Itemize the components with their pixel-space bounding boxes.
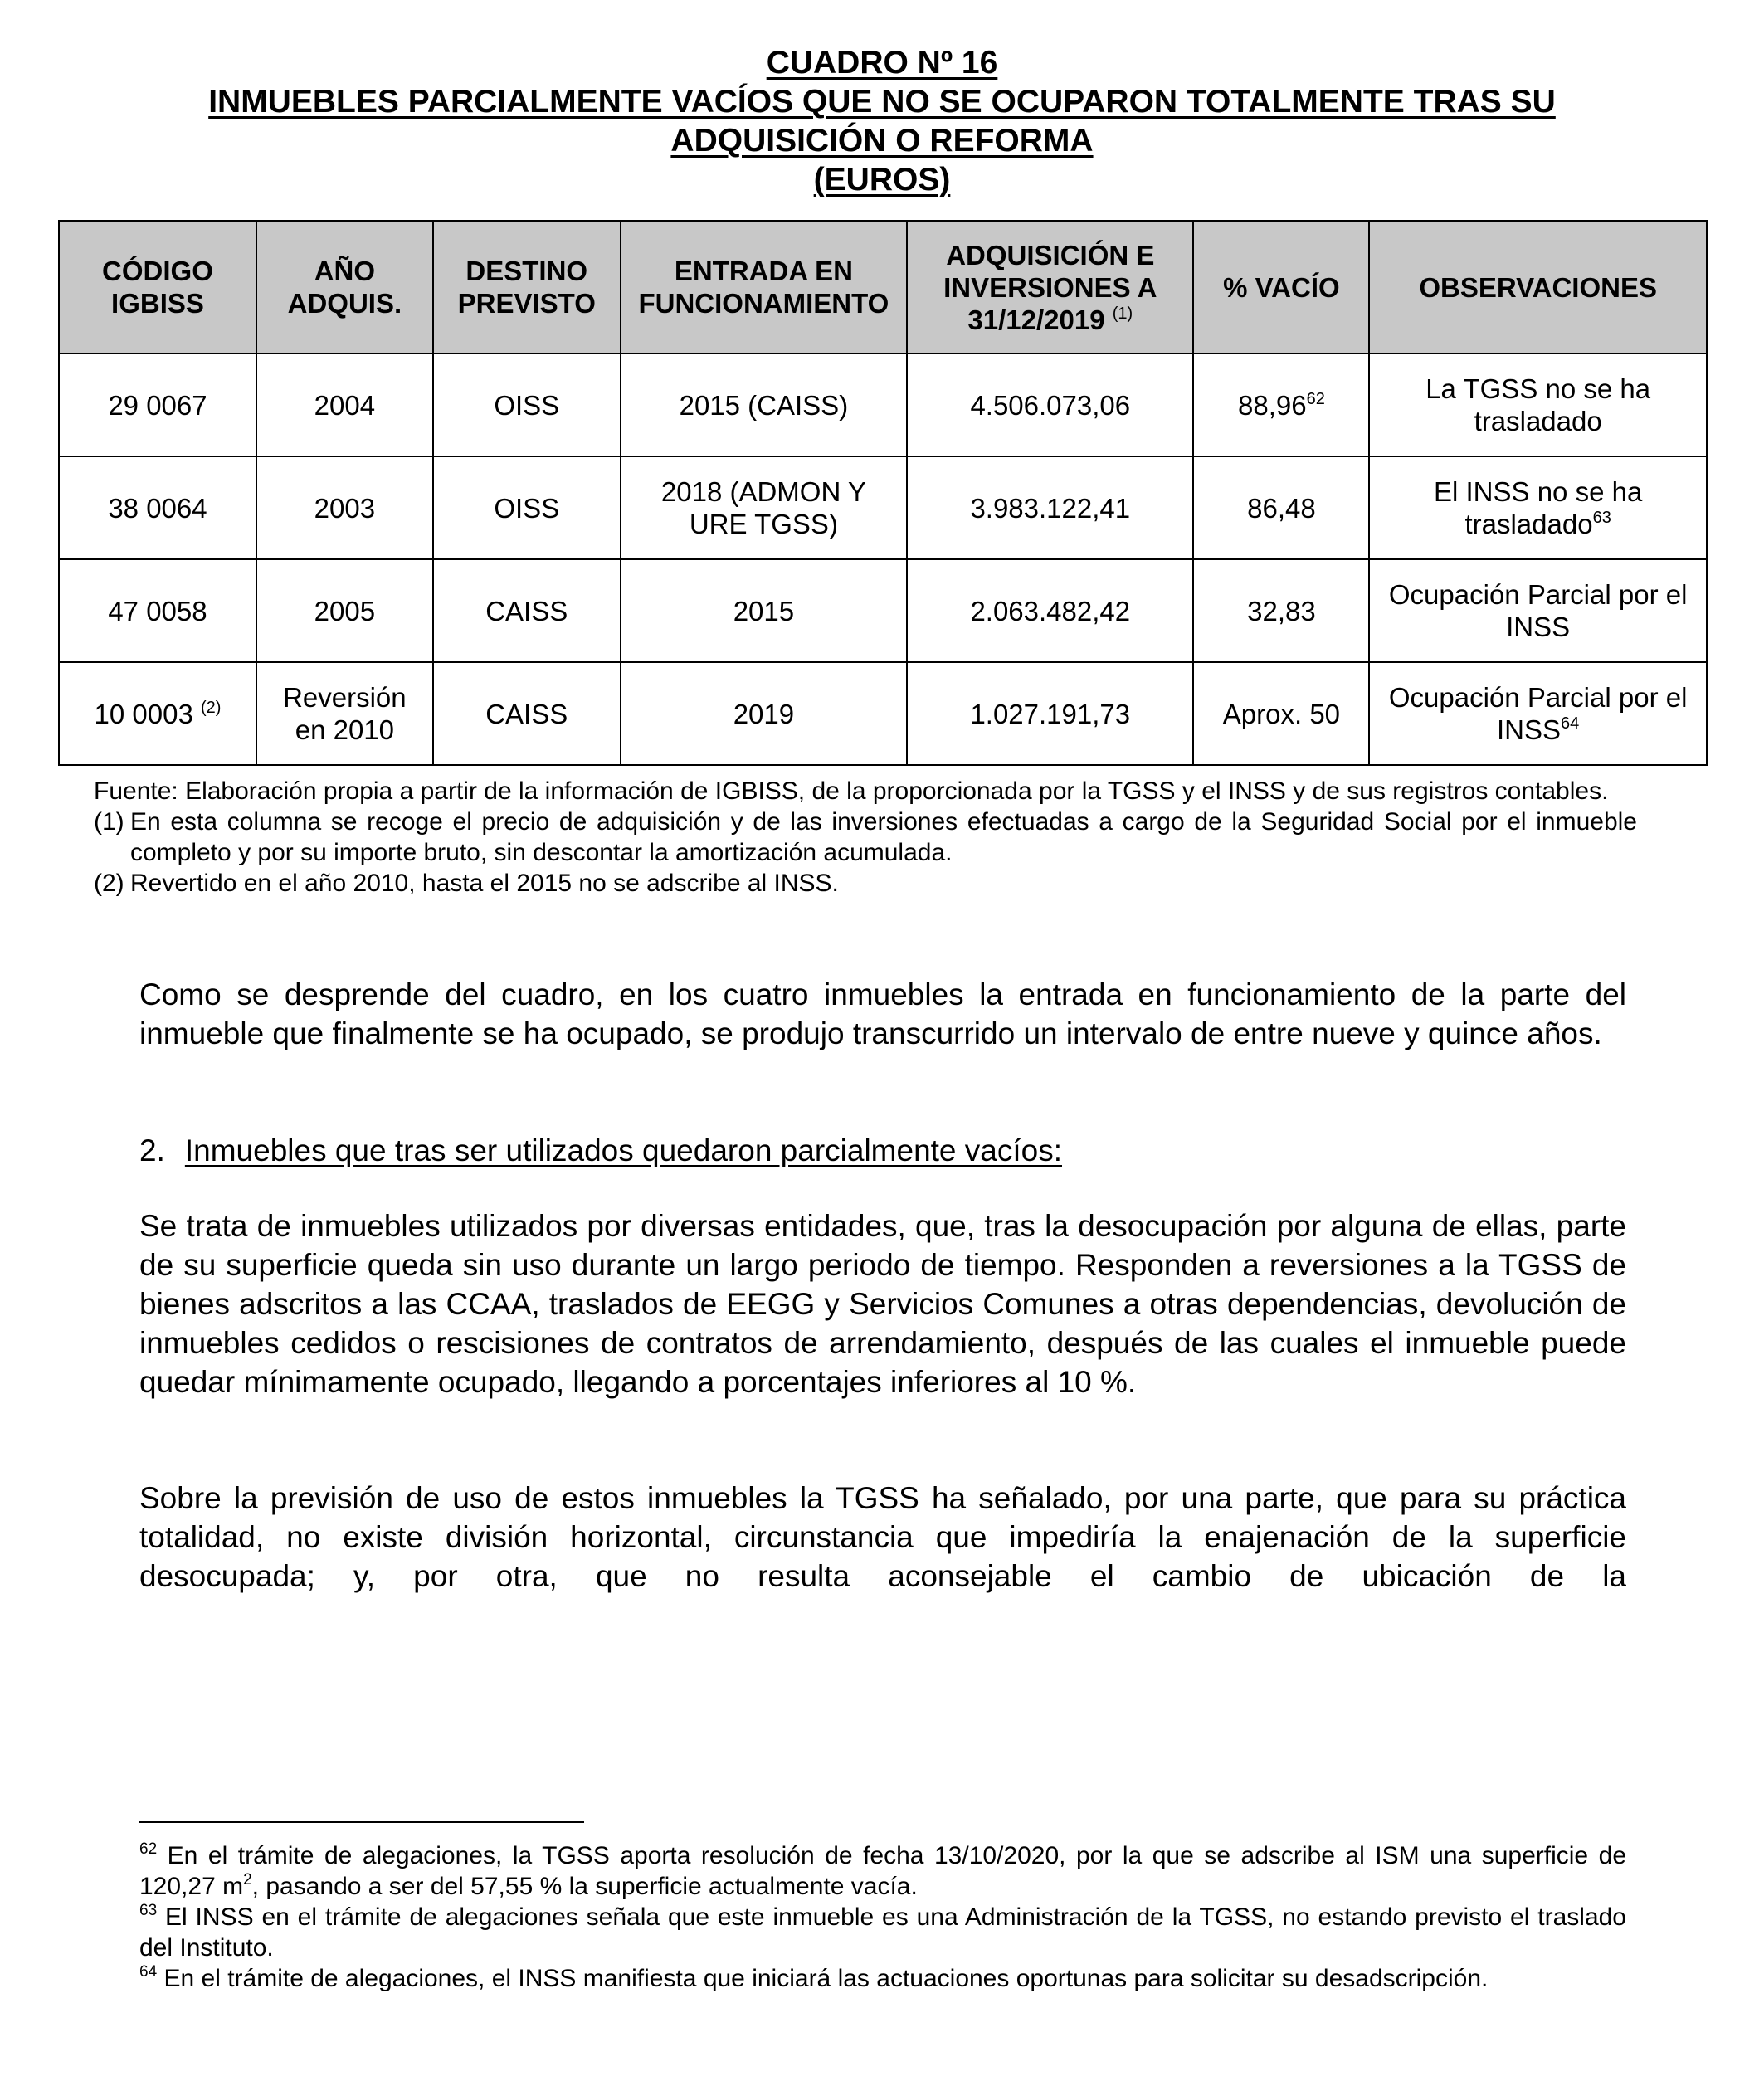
footnotes — [139, 1840, 1626, 1994]
cell-entrada: 2019 — [621, 662, 907, 765]
cell-entrada: 2015 — [621, 559, 907, 662]
cell-observaciones: Ocupación Parcial por el INSS — [1369, 559, 1707, 662]
section-heading — [139, 1131, 1626, 1170]
table-row — [59, 662, 1707, 765]
paragraph-2: Se trata de inmuebles utilizados por diversas entidades, que, tras la desocupación por alguna de ellas, parte de su superficie queda sin uso durante un largo periodo de tiempo. Responden a reversiones a la TGSS de bienes adscritos a las CCAA, traslados de EEGG y Servicios Comunes a otras dependencias, devolución de inmuebles cedidos o rescisiones de contratos de arrendamiento, después de las cuales el inmueble puede quedar mínimamente ocupado, llegando a porcentajes inferiores al 10 %. — [139, 1209, 1626, 1399]
cell-destino: CAISS — [433, 662, 621, 765]
table-row — [59, 353, 1707, 456]
table-header-row — [59, 221, 1707, 353]
paragraph-3: Sobre la previsión de uso de estos inmuebles la TGSS ha señalado, por una parte, que para su práctica totalidad, no existe división horizontal, circunstancia que impediría la enajenación de la superficie desocupada; y, por otra, que no resulta aconsejable el cambio de ubicación de la — [139, 1481, 1626, 1593]
header-vacio: % VACÍO — [1193, 221, 1369, 353]
footnote-62: $^{62}$ En el trámite de alegaciones, la TGSS aporta resolución de fecha 13/10/2020, por la que se adscribe al ISM una superficie de 120,27 $m^2$, pasando a ser del 57,55 % la superficie actualmente vacía. — [139, 1840, 1626, 1900]
table-title-block — [0, 43, 1764, 199]
cell-anio: 2004 — [256, 353, 433, 456]
footnote-separator — [139, 1821, 584, 1823]
cell-importe: 2.063.482,42 — [907, 559, 1193, 662]
header-importe-note: (1) — [1112, 304, 1133, 323]
cell-observaciones: El INSS no se ha trasladado$^{63}$ — [1369, 456, 1707, 559]
cell-importe: 1.027.191,73 — [907, 662, 1193, 765]
cell-anio: 2003 — [256, 456, 433, 559]
table-notes — [94, 776, 1637, 899]
cell-destino: CAISS — [433, 559, 621, 662]
footnote-ref[interactable]: 63 — [1592, 509, 1611, 527]
footnote-ref[interactable]: 64 — [1561, 714, 1580, 733]
table-note-1: (1) En esta columna se recoge el precio de adquisición y de las inversiones efectuadas a cargo de la Seguridad Social por el inmueble completo y por su importe bruto, sin descontar la amortización acumulada. — [94, 808, 1637, 866]
table-note-ref[interactable]: (2) — [200, 698, 222, 717]
cell-importe: 3.983.122,41 — [907, 456, 1193, 559]
header-anio: AÑO ADQUIS. — [256, 221, 433, 353]
table-source: Fuente: Elaboración propia a partir de la información de IGBISS, de la proporcionada por la TGSS y el INSS y de sus registros contables. — [94, 777, 1609, 805]
table-row — [59, 559, 1707, 662]
footnote-ref[interactable]: 62 — [1306, 389, 1325, 408]
cell-observaciones: La TGSS no se ha trasladado — [1369, 353, 1707, 456]
header-entrada: ENTRADA EN FUNCIONAMIENTO — [621, 221, 907, 353]
header-importe-label: ADQUISICIÓN E INVERSIONES A 31/12/2019 — [943, 239, 1157, 335]
cell-vacio: 32,83 — [1193, 559, 1369, 662]
cell-entrada: 2018 (ADMON Y URE TGSS) — [621, 456, 907, 559]
paragraph-1: Como se desprende del cuadro, en los cuatro inmuebles la entrada en funcionamiento de la parte del inmueble que finalmente se ha ocupado, se produjo transcurrido un intervalo de entre nueve y quince años. — [139, 977, 1626, 1050]
table-note-2: (2) Revertido en el año 2010, hasta el 2015 no se adscribe al INSS. — [94, 870, 839, 897]
header-observaciones: OBSERVACIONES — [1369, 221, 1707, 353]
cell-codigo: 29 0067 — [59, 353, 256, 456]
cell-anio: Reversión en 2010 — [256, 662, 433, 765]
cell-vacio: 86,48 — [1193, 456, 1369, 559]
cell-entrada: 2015 (CAISS) — [621, 353, 907, 456]
header-importe — [907, 221, 1193, 353]
header-codigo: CÓDIGO IGBISS — [59, 221, 256, 353]
cell-vacio: 88,96$^{62}$ — [1193, 353, 1369, 456]
section-number: 2. — [139, 1133, 165, 1167]
cell-observaciones: Ocupación Parcial por el INSS$^{64}$ — [1369, 662, 1707, 765]
table-row — [59, 456, 1707, 559]
footnote-64: $^{64}$ En el trámite de alegaciones, el INSS manifiesta que iniciará las actuaciones oportunas para solicitar su desadscripción. — [139, 1963, 1489, 1992]
cell-importe: 4.506.073,06 — [907, 353, 1193, 456]
header-destino: DESTINO PREVISTO — [433, 221, 621, 353]
cell-anio: 2005 — [256, 559, 433, 662]
cell-destino: OISS — [433, 353, 621, 456]
cell-codigo: 38 0064 — [59, 456, 256, 559]
table-number: CUADRO Nº 16 — [766, 45, 998, 80]
table-units: (EUROS) — [813, 162, 951, 197]
cell-destino: OISS — [433, 456, 621, 559]
cell-codigo: 10 0003 $^{(2)}$ — [59, 662, 256, 765]
footnote-63: $^{63}$ El INSS en el trámite de alegaciones señala que este inmueble es una Administración de la TGSS, no estando previsto el traslado del Instituto. — [139, 1902, 1626, 1962]
table-title-line-2: ADQUISICIÓN O REFORMA — [670, 123, 1094, 158]
properties-table — [58, 220, 1708, 766]
cell-vacio: Aprox. 50 — [1193, 662, 1369, 765]
section-title: Inmuebles que tras ser utilizados quedaron parcialmente vacíos: — [184, 1133, 1062, 1167]
cell-codigo: 47 0058 — [59, 559, 256, 662]
table-title-line-1: INMUEBLES PARCIALMENTE VACÍOS QUE NO SE OCUPARON TOTALMENTE TRAS SU — [208, 84, 1556, 119]
